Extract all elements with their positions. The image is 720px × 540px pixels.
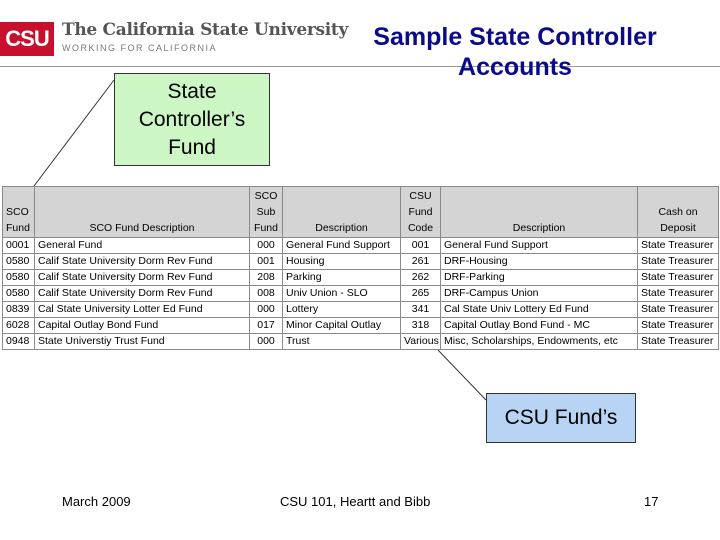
page-number: 17 — [644, 494, 659, 509]
sco-callout-leader — [34, 80, 114, 186]
state-controller-fund-callout — [114, 73, 270, 166]
column-header-line: Sub — [256, 206, 276, 218]
column-header-csu-fund-code — [401, 187, 441, 238]
table-cell-cash-on-deposit: State Treasurer — [638, 238, 719, 254]
table-row — [3, 302, 719, 318]
table-cell-sco-fund: 0001 — [3, 238, 35, 254]
table-cell-sco-sub-fund: 008 — [250, 286, 283, 302]
table-cell-sco-fund: 0580 — [3, 254, 35, 270]
table-cell-sco-sub-fund: 001 — [250, 254, 283, 270]
page-title-line-1: Sample State Controller — [373, 23, 657, 51]
table-cell-sco-fund-description: Calif State University Dorm Rev Fund — [35, 270, 250, 286]
csu-callout-leader — [438, 350, 486, 400]
table-cell-sco-fund-description: Cal State University Lotter Ed Fund — [35, 302, 250, 318]
table-cell-sub-fund-description: Parking — [283, 270, 401, 286]
table-cell-sub-fund-description: Minor Capital Outlay — [283, 318, 401, 334]
sco-accounts-table — [2, 186, 719, 350]
csu-logo-name: The California State University — [62, 20, 349, 40]
table-row — [3, 270, 719, 286]
table-cell-sub-fund-description: Trust — [283, 334, 401, 350]
table-cell-csu-fund-description: DRF-Parking — [441, 270, 638, 286]
table-cell-csu-fund-description: DRF-Campus Union — [441, 286, 638, 302]
footer-date: March 2009 — [62, 494, 131, 509]
footer-course: CSU 101, Heartt and Bibb — [280, 494, 431, 509]
column-header-line: CSU — [409, 190, 432, 202]
column-header-sco-fund-description — [35, 187, 250, 238]
table-cell-csu-fund-code: Various — [401, 334, 441, 350]
table-cell-sco-sub-fund: 000 — [250, 302, 283, 318]
csu-callout-text: CSU Fund’s — [504, 406, 618, 429]
column-header-line: Description — [315, 222, 368, 234]
table-cell-sub-fund-description: General Fund Support — [283, 238, 401, 254]
table-cell-sco-sub-fund: 017 — [250, 318, 283, 334]
table-cell-csu-fund-code: 262 — [401, 270, 441, 286]
table-row — [3, 286, 719, 302]
table-cell-csu-fund-description: General Fund Support — [441, 238, 638, 254]
csu-fund-callout — [486, 393, 636, 443]
table-header-row — [3, 187, 719, 238]
table-cell-sco-fund: 0948 — [3, 334, 35, 350]
column-header-line: Code — [407, 222, 434, 234]
table-cell-sco-fund-description: General Fund — [35, 238, 250, 254]
table-cell-sco-fund-description: State Universtiy Trust Fund — [35, 334, 250, 350]
page-title-line-2: Accounts — [458, 53, 572, 81]
table-cell-sco-fund-description: Calif State University Dorm Rev Fund — [35, 286, 250, 302]
column-header-line: Description — [512, 222, 566, 234]
table-cell-sco-fund: 0580 — [3, 286, 35, 302]
table-cell-csu-fund-description: Misc, Scholarships, Endowments, etc — [441, 334, 638, 350]
table-cell-sco-fund: 6028 — [3, 318, 35, 334]
sco-callout-line-2: Controller’s — [138, 108, 246, 131]
table-cell-csu-fund-code: 341 — [401, 302, 441, 318]
csu-logo-tagline: WORKING FOR CALIFORNIA — [62, 43, 218, 53]
column-header-line: Fund — [408, 206, 433, 218]
column-header-line: Fund — [254, 222, 278, 234]
table-cell-csu-fund-code: 261 — [401, 254, 441, 270]
table-cell-sco-fund: 0839 — [3, 302, 35, 318]
column-header-line: Fund — [6, 222, 30, 234]
table-row — [3, 334, 719, 350]
column-header-cash-on-deposit — [638, 187, 719, 238]
column-header-line: SCO Fund Description — [89, 222, 195, 234]
table-cell-sco-fund: 0580 — [3, 270, 35, 286]
table-body — [3, 238, 719, 350]
column-header-csu-fund-description — [441, 187, 638, 238]
table-cell-cash-on-deposit: State Treasurer — [638, 286, 719, 302]
csu-logo-mark: CSU — [0, 22, 54, 56]
table-cell-cash-on-deposit: State Treasurer — [638, 270, 719, 286]
column-header-line: SCO — [254, 190, 278, 202]
table-cell-sco-sub-fund: 000 — [250, 238, 283, 254]
table-cell-csu-fund-description: Capital Outlay Bond Fund - MC — [441, 318, 638, 334]
table-cell-sco-fund-description: Calif State University Dorm Rev Fund — [35, 254, 250, 270]
sco-callout-line-1: State — [167, 80, 217, 103]
table-cell-sco-fund-description: Capital Outlay Bond Fund — [35, 318, 250, 334]
table-cell-cash-on-deposit: State Treasurer — [638, 254, 719, 270]
table-row — [3, 254, 719, 270]
table-cell-cash-on-deposit: State Treasurer — [638, 318, 719, 334]
table-cell-cash-on-deposit: State Treasurer — [638, 302, 719, 318]
column-header-sub-fund-description — [283, 187, 401, 238]
column-header-line: Cash on — [658, 206, 698, 218]
sco-callout-line-3: Fund — [168, 136, 216, 159]
table-cell-csu-fund-description: DRF-Housing — [441, 254, 638, 270]
column-header-line: Deposit — [660, 222, 696, 234]
table-row — [3, 318, 719, 334]
table-cell-cash-on-deposit: State Treasurer — [638, 334, 719, 350]
column-header-sco-fund — [3, 187, 35, 238]
table-cell-sco-sub-fund: 000 — [250, 334, 283, 350]
table-header — [3, 187, 719, 238]
table-row — [3, 238, 719, 254]
table-cell-csu-fund-code: 001 — [401, 238, 441, 254]
table-cell-sub-fund-description: Housing — [283, 254, 401, 270]
table-cell-sub-fund-description: Univ Union - SLO — [283, 286, 401, 302]
column-header-sco-sub-fund — [250, 187, 283, 238]
table-cell-csu-fund-description: Cal State Univ Lottery Ed Fund — [441, 302, 638, 318]
table-cell-csu-fund-code: 318 — [401, 318, 441, 334]
table-cell-csu-fund-code: 265 — [401, 286, 441, 302]
column-header-line: SCO — [6, 206, 29, 218]
table-cell-sco-sub-fund: 208 — [250, 270, 283, 286]
table-cell-sub-fund-description: Lottery — [283, 302, 401, 318]
